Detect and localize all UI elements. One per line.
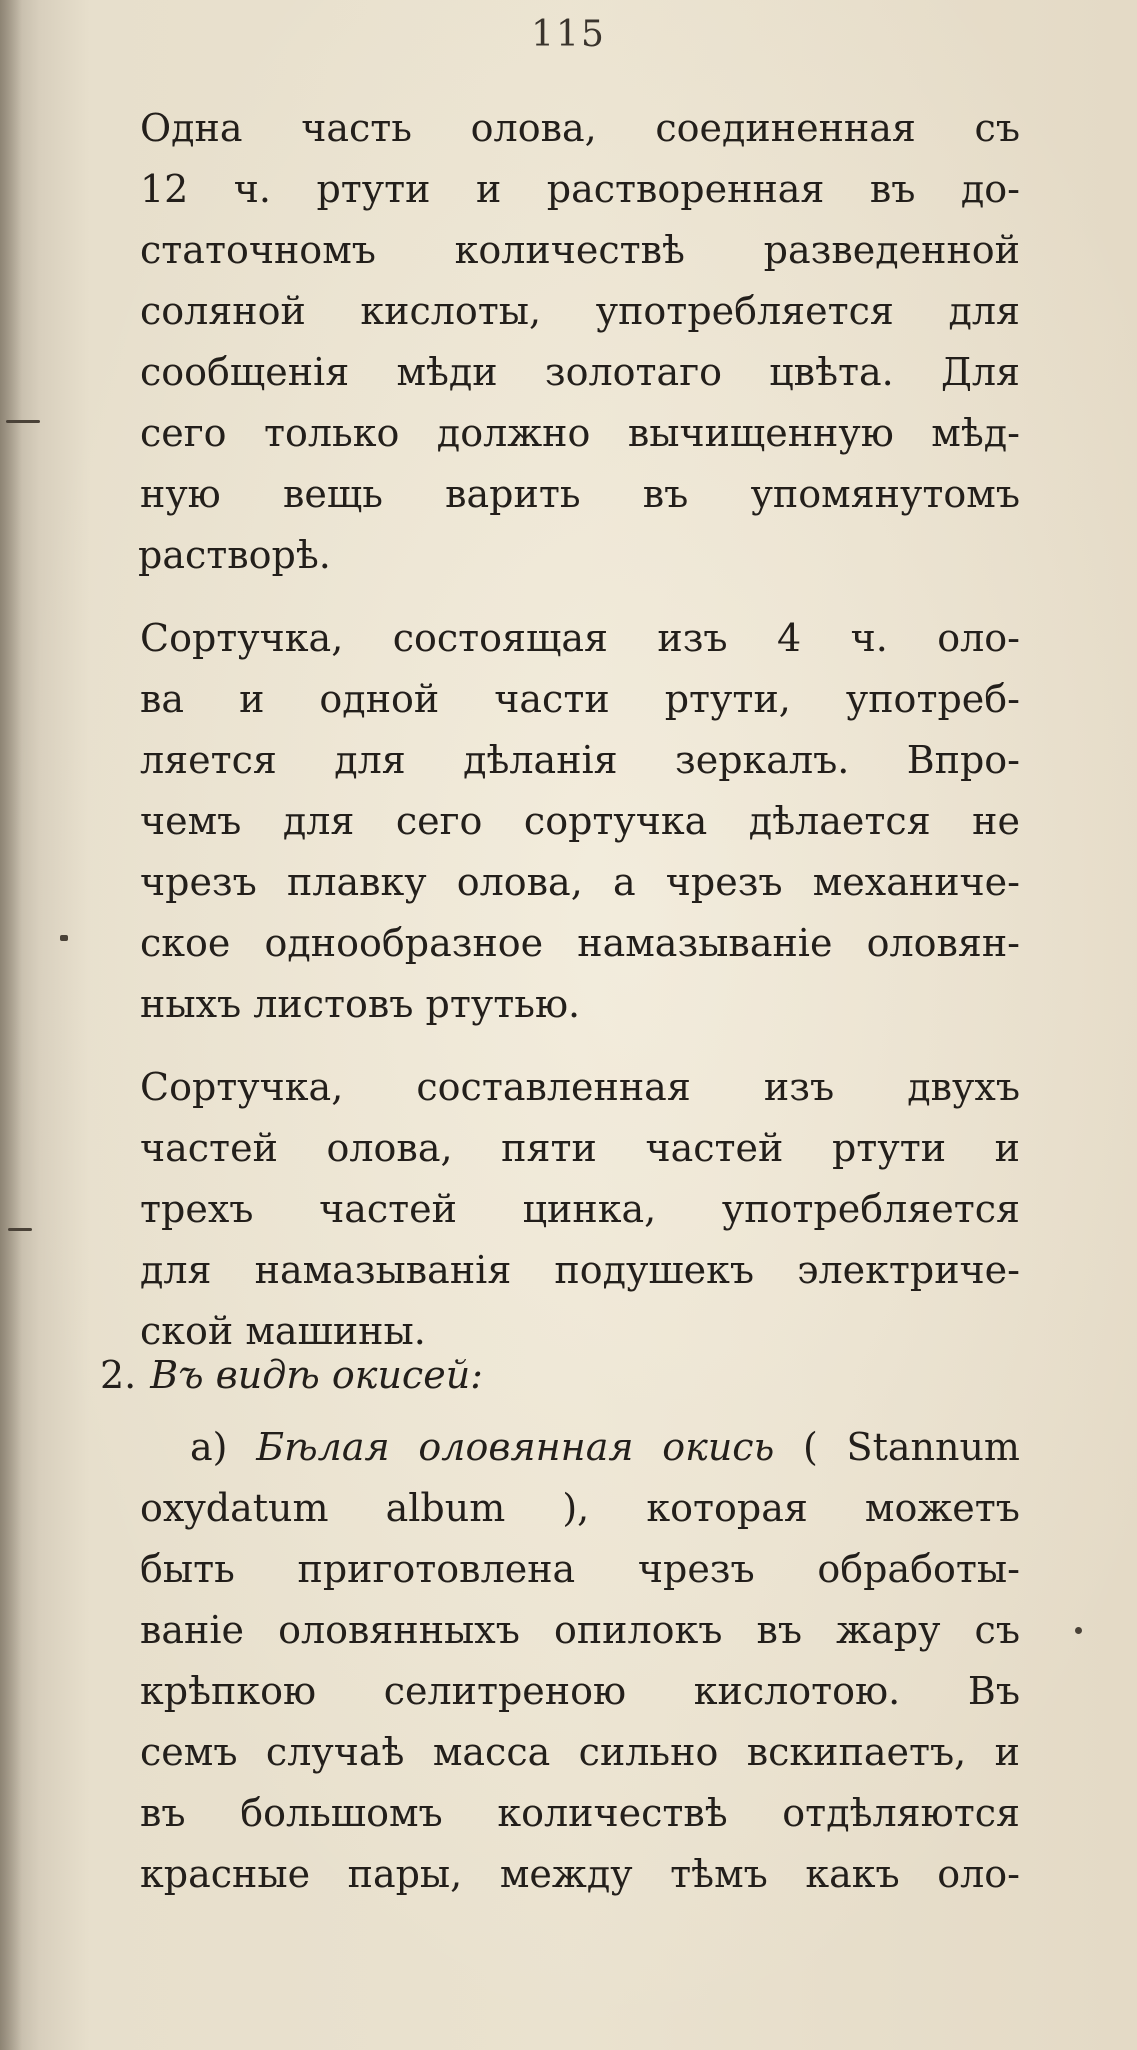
text-line: крѣпкою селитреною кислотою. Въ: [140, 1669, 1020, 1713]
page-number: 115: [531, 14, 606, 55]
paragraph-2: [140, 608, 1020, 1035]
section-number: 2.: [100, 1353, 137, 1397]
text-line: трехъ частей цинка, употребляется: [140, 1187, 1020, 1231]
text-line: Сортучка, составленная изъ двухъ: [140, 1065, 1020, 1109]
text-line: растворѣ.: [138, 533, 331, 577]
margin-mark: [8, 1228, 32, 1231]
text-line: ва и одной части ртути, употреб-: [140, 677, 1020, 721]
text-line: oxydatum album ), которая можетъ: [140, 1486, 1020, 1530]
text-line: Одна часть олова, соединенная съ: [140, 106, 1020, 150]
italic-term: Бѣлая оловянная окись: [256, 1425, 775, 1469]
text-line: для намазыванія подушекъ электриче-: [140, 1248, 1020, 1292]
text-line: чемъ для сего сортучка дѣлается не: [140, 799, 1020, 843]
text-line: статочномъ количествѣ разведенной: [140, 228, 1020, 272]
text-line: ской машины.: [140, 1309, 426, 1353]
section-a: [140, 1417, 1020, 1905]
text-line: ныхъ листовъ ртутью.: [140, 982, 581, 1026]
spine-shadow: [0, 0, 22, 2050]
margin-mark: [1075, 1627, 1082, 1634]
text-line: сообщенія мѣди золотаго цвѣта. Для: [140, 350, 1020, 394]
text-line: [140, 1417, 1020, 1478]
text-line: частей олова, пяти частей ртути и: [140, 1126, 1020, 1170]
text-line: сего только должно вычищенную мѣд-: [140, 411, 1020, 455]
text-line: красные пары, между тѣмъ какъ оло-: [140, 1852, 1020, 1896]
main-text: [140, 98, 1020, 1384]
text-line: ваніе оловянныхъ опилокъ въ жару съ: [140, 1608, 1020, 1652]
text-line: быть приготовлена чрезъ обработы-: [140, 1547, 1020, 1591]
paragraph-3: [140, 1057, 1020, 1362]
text-line: въ большомъ количествѣ отдѣляются: [140, 1791, 1020, 1835]
section-2-heading: [100, 1345, 483, 1406]
paragraph-1: [140, 98, 1020, 586]
text-line: 12 ч. ртути и растворенная въ до-: [140, 167, 1020, 211]
margin-mark: [6, 420, 40, 423]
text-line: ную вещь варить въ упомянутомъ: [140, 472, 1020, 516]
section-title: Въ видѣ окисей:: [150, 1353, 483, 1397]
item-prefix: а): [190, 1425, 228, 1469]
text-line: ляется для дѣланія зеркалъ. Впро-: [140, 738, 1020, 782]
text-line: соляной кислоты, употребляется для: [140, 289, 1020, 333]
text-line: семъ случаѣ масса сильно вскипаетъ, и: [140, 1730, 1020, 1774]
text-line: Сортучка, состоящая изъ 4 ч. оло-: [140, 616, 1020, 660]
latin-name-start: ( Stannum: [803, 1425, 1020, 1469]
text-line: ское однообразное намазываніе оловян-: [140, 921, 1020, 965]
text-line: чрезъ плавку олова, а чрезъ механиче-: [140, 860, 1020, 904]
margin-mark: [60, 935, 68, 941]
